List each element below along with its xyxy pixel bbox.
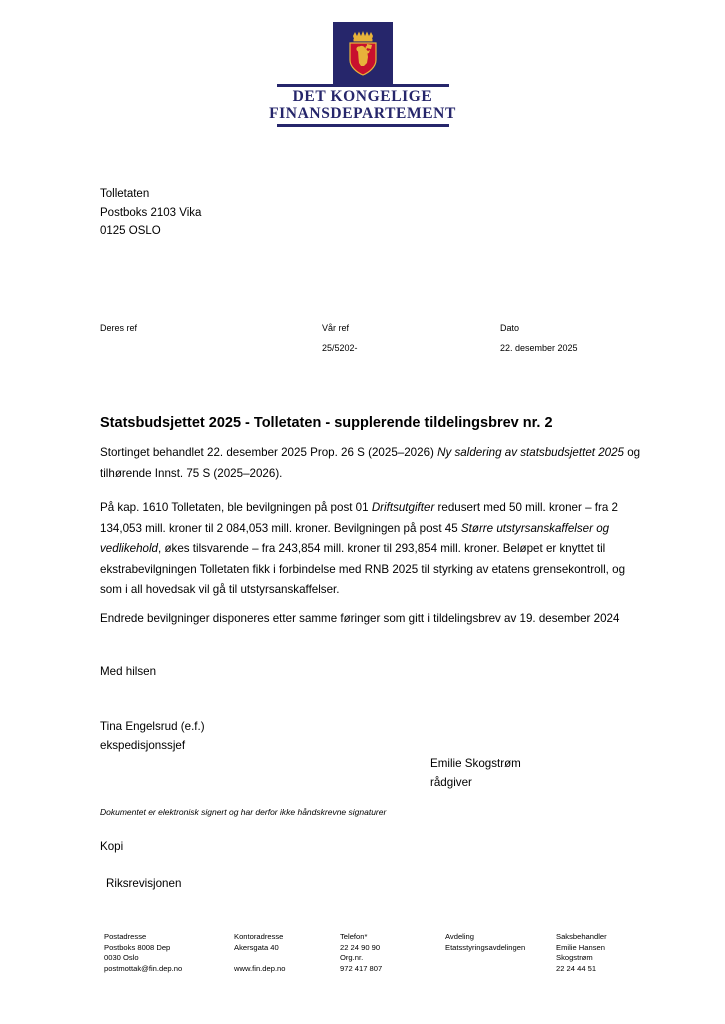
footer-col3-phone: 22 24 90 90 xyxy=(340,942,381,952)
var-ref-label: Vår ref xyxy=(322,323,350,333)
crest-background xyxy=(333,22,393,84)
footer-column-postadresse xyxy=(104,932,234,974)
paragraph2-post: , økes tilsvarende – fra 243,854 mill. kroner til 293,854 mill. kroner. Beløpet er knyttet til ekstrabevilgningen Tolletaten fikk i forbindelse med RNB 2025 til styrking av etatens grensekontroll, og som i all hovedsak vil gå til utstyrsanskaffelser. xyxy=(100,542,626,596)
footer-col2-spacer xyxy=(234,953,334,964)
signature-left-name: Tina Engelsrud (e.f.) xyxy=(100,720,205,733)
recipient-address-block xyxy=(100,185,201,241)
wordmark-line-2: FINANSDEPARTEMENT xyxy=(269,104,456,122)
footer-col2-head: Kontoradresse xyxy=(234,932,284,941)
paragraph2-italic-utstyrsanskaffelser: Større utstyrsanskaffelser og vedlikehold xyxy=(100,521,610,555)
footer-col1-email[interactable]: postmottak@fin.dep.no xyxy=(104,963,183,973)
dato-value: 22. desember 2025 xyxy=(500,343,578,353)
signature-right-name: Emilie Skogstrøm xyxy=(430,757,521,770)
deres-ref-label: Deres ref xyxy=(100,323,138,333)
wordmark-rule-top xyxy=(277,84,449,87)
ministry-wordmark xyxy=(269,84,456,127)
paragraph1-italic-title: Ny saldering av statsbudsjettet 2025 xyxy=(437,446,625,459)
signature-right-title: rådgiver xyxy=(430,776,472,789)
copy-heading: Kopi xyxy=(100,840,124,853)
footer-col2-line1: Akersgata 40 xyxy=(234,942,279,952)
footer-col5-phone: 22 24 44 51 xyxy=(556,963,597,973)
footer-column-avdeling xyxy=(445,932,565,953)
letterhead xyxy=(0,22,725,127)
footer-column-telefon xyxy=(340,932,435,974)
footer-col4-line1: Etatsstyringsavdelingen xyxy=(445,942,526,952)
footer-col5-name2: Skogstrøm xyxy=(556,953,593,963)
footer-col5-head: Saksbehandler xyxy=(556,932,607,941)
footer-col3-orgnr-label: Org.nr. xyxy=(340,953,364,963)
document-title: Statsbudsjettet 2025 - Tolletaten - supplerende tildelingsbrev nr. 2 xyxy=(100,415,553,431)
greeting: Med hilsen xyxy=(100,665,157,678)
footer-col1-head: Postadresse xyxy=(104,932,147,941)
footer-col1-line1: Postboks 8008 Dep xyxy=(104,942,171,952)
footer-column-saksbehandler xyxy=(556,932,656,974)
electronic-signature-note: Dokumentet er elektronisk signert og har derfor ikke håndskrevne signaturer xyxy=(100,807,387,817)
dato-column xyxy=(500,318,578,358)
footer-col2-website[interactable]: www.fin.dep.no xyxy=(234,963,286,973)
wordmark-rule-bottom xyxy=(277,124,449,127)
recipient-name: Tolletaten xyxy=(100,188,150,200)
recipient-street: Postboks 2103 Vika xyxy=(100,206,202,219)
paragraph1-pre: Stortinget behandlet 22. desember 2025 Prop. 26 S (2025–2026) xyxy=(100,446,438,459)
paragraph-bevilgning xyxy=(100,498,644,601)
signature-left-title: ekspedisjonssjef xyxy=(100,739,186,752)
footer-col4-head: Avdeling xyxy=(445,932,474,941)
footer-col3-head: Telefon* xyxy=(340,932,368,941)
footer-col5-name1: Emilie Hansen xyxy=(556,942,605,952)
paragraph1-post: og tilhørende Innst. 75 S (2025–2026). xyxy=(100,446,641,480)
paragraph2-mid: redusert med 50 mill. kroner – fra 2 134,053 mill. kroner til 2 084,053 mill. kroner. Bevilgningen på post 45 xyxy=(100,501,618,535)
dato-label: Dato xyxy=(500,323,520,333)
paragraph-endrede-bevilgninger: Endrede bevilgninger disponeres etter samme føringer som gitt i tildelingsbrev av 19. desember 2024 xyxy=(100,612,620,625)
recipient-city: 0125 OSLO xyxy=(100,225,161,237)
footer-column-kontoradresse xyxy=(234,932,334,974)
var-ref-value: 25/5202- xyxy=(322,343,358,353)
paragraph2-pre: På kap. 1610 Tolletaten, ble bevilgningen på post 01 xyxy=(100,501,372,514)
paragraph2-italic-driftsutgifter: Driftsutgifter xyxy=(371,501,435,514)
footer-col1-line2: 0030 Oslo xyxy=(104,953,139,963)
wordmark-line-1: DET KONGELIGE xyxy=(292,88,433,105)
paragraph-stortinget xyxy=(100,443,644,484)
norwegian-coat-of-arms-icon xyxy=(345,30,381,76)
signature-left xyxy=(100,717,205,755)
deres-ref-column xyxy=(100,318,137,338)
var-ref-column xyxy=(322,318,358,358)
signature-right xyxy=(430,754,521,792)
footer-col3-orgnr-value: 972 417 807 xyxy=(340,963,383,973)
copy-recipient-item: Riksrevisjonen xyxy=(106,877,182,890)
